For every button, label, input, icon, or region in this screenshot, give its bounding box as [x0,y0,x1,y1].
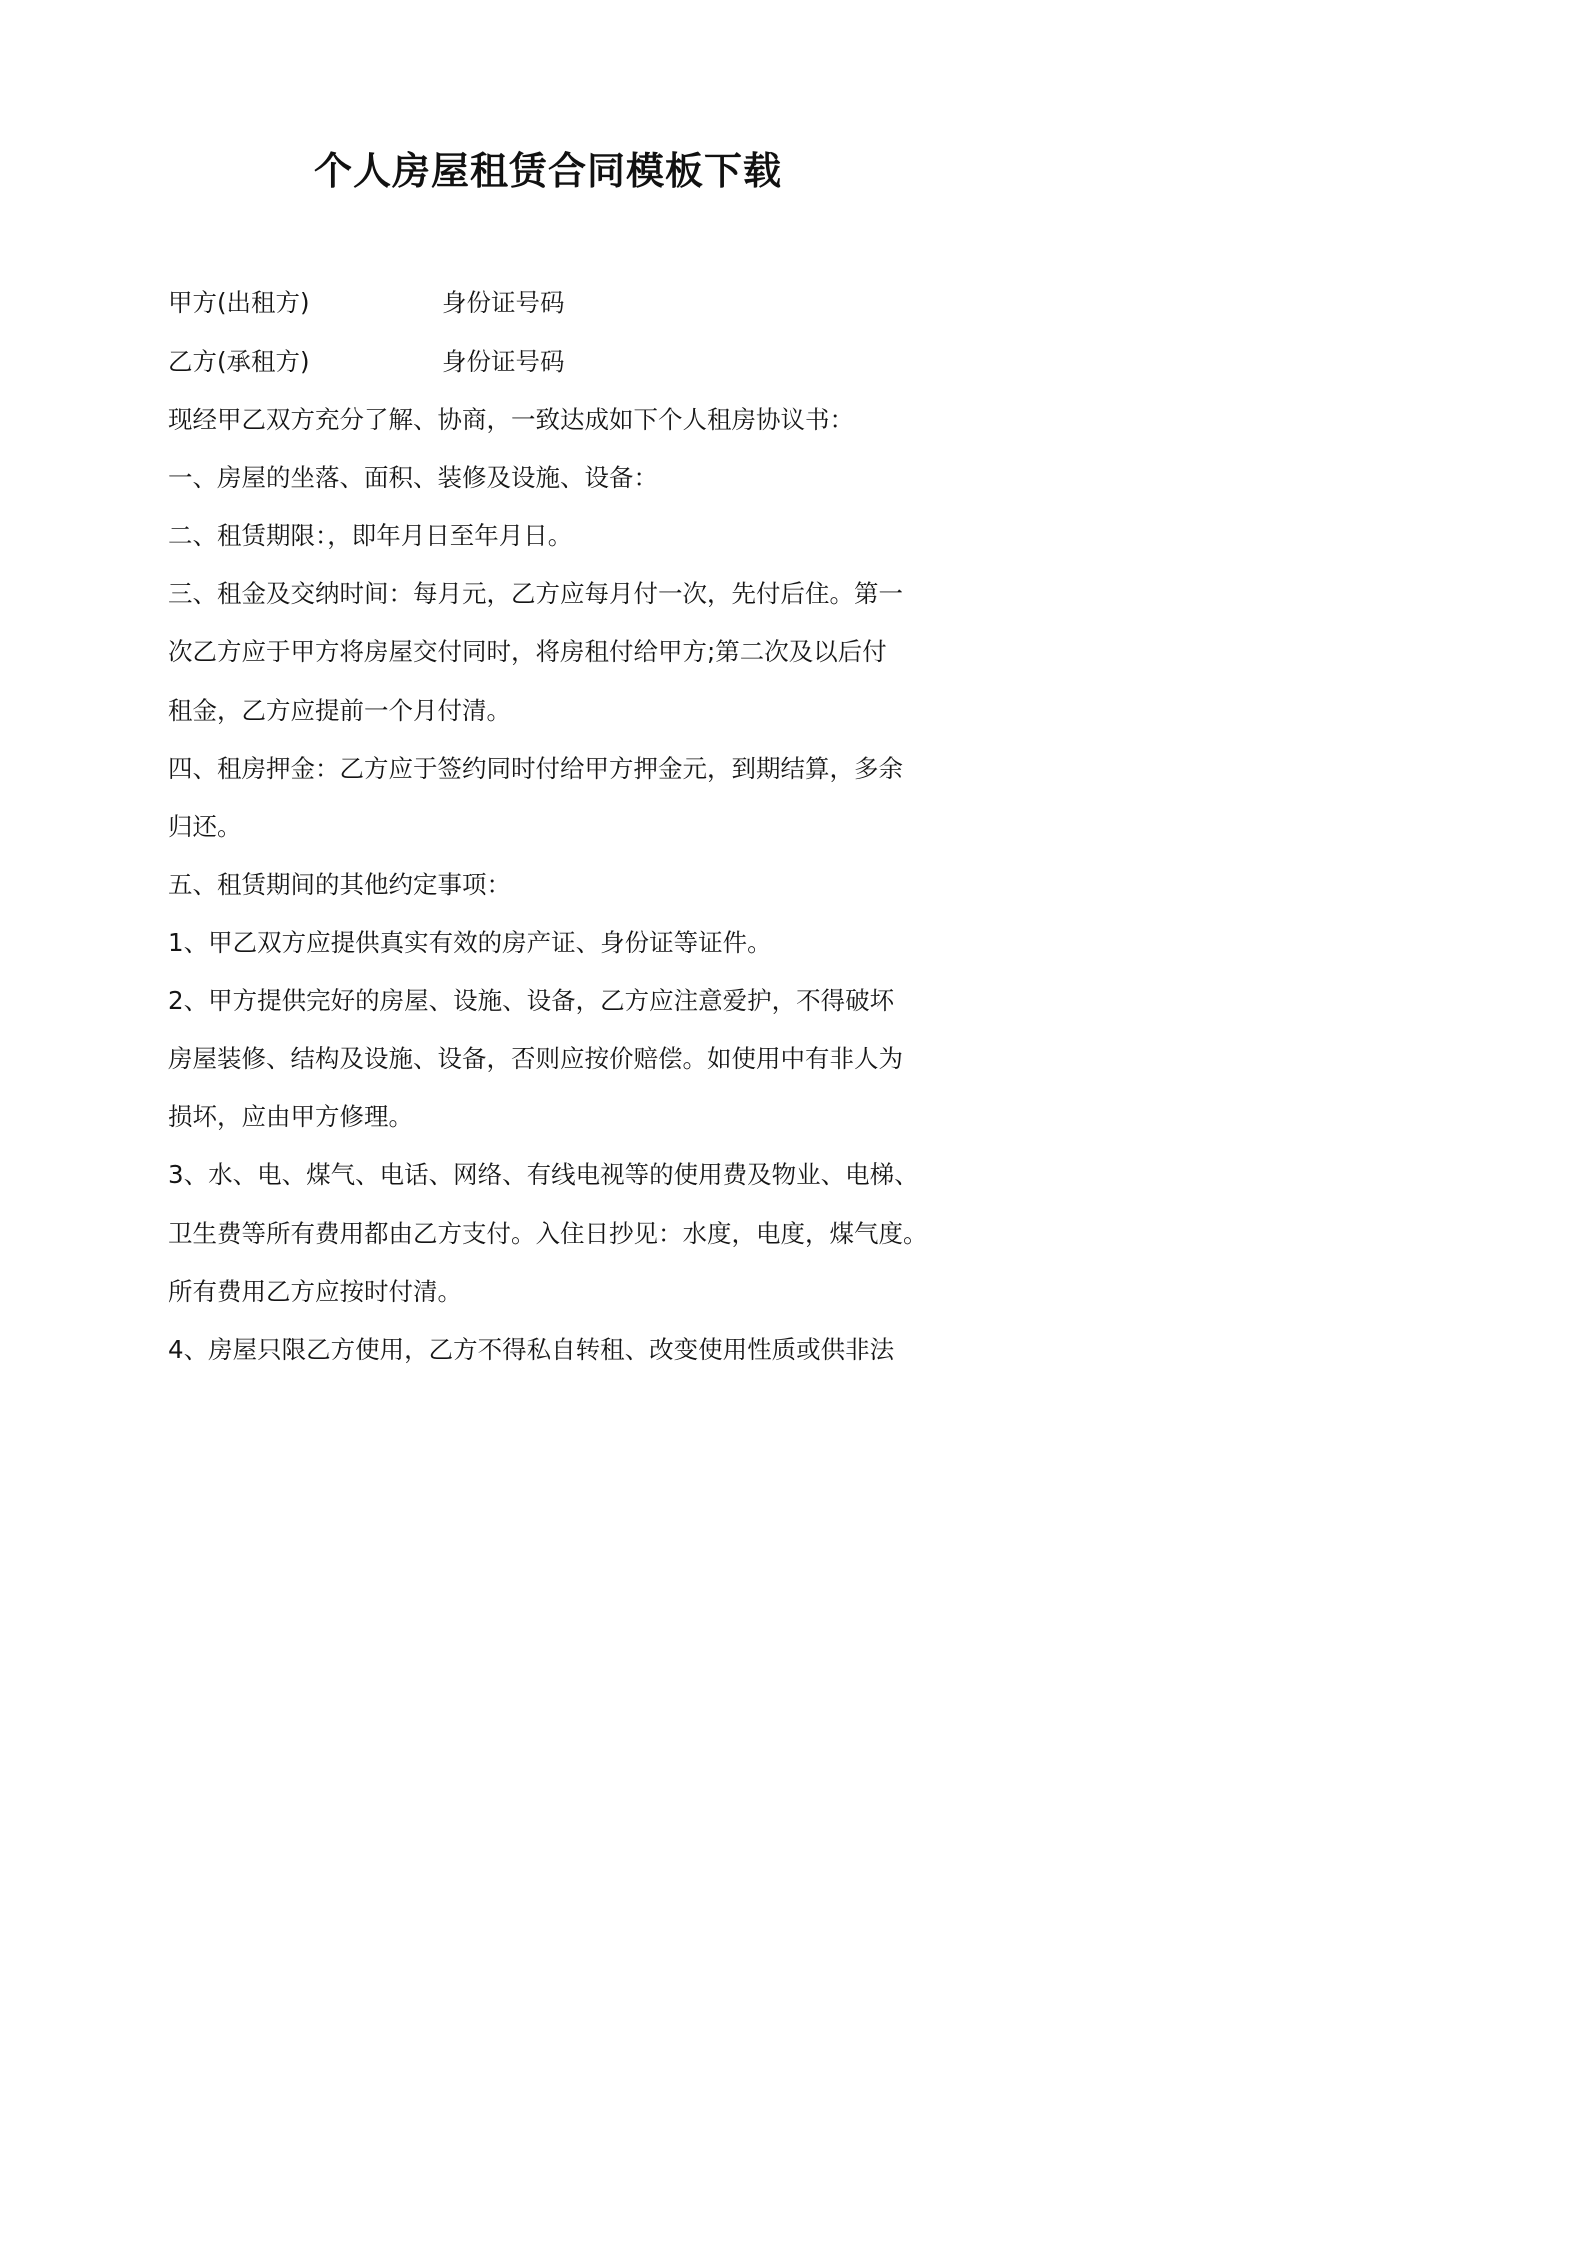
document-title: 个人房屋租赁合同模板下载 [313,149,782,193]
sub-clause-3: 卫生费等所有费用都由乙方支付。入住日抄见：水度，电度，煤气度。 [168,1219,928,1248]
clause-3-text: 次乙方应于甲方将房屋交付同时，将房租付给甲方;第二次及以后付 [168,637,887,666]
sub-clause-2: 损坏，应由甲方修理。 [168,1102,413,1131]
party-id-label: 身份证号码 [442,288,565,317]
clause-4-text: 归还。 [168,812,242,841]
sub-clause-2: 房屋装修、结构及设施、设备，否则应按价赔偿。如使用中有非人为 [168,1044,903,1073]
clause-2-text: 二、租赁期限：，即年月日至年月日。 [168,521,573,550]
clause-1-heading: 一、房屋的坐落、面积、装修及设施、设备： [168,463,658,492]
clause-4-text: 四、租房押金：乙方应于签约同时付给甲方押金元，到期结算，多余 [168,754,903,783]
sub-clause-1: 1、甲乙双方应提供真实有效的房产证、身份证等证件。 [168,928,772,957]
document-page [0,0,1096,1552]
sub-clause-2: 2、甲方提供完好的房屋、设施、设备，乙方应注意爱护，不得破坏 [168,986,895,1015]
party-role-label: 甲方(出租方) [168,288,310,317]
clause-5-heading: 五、租赁期间的其他约定事项： [168,870,511,899]
clause-3-text: 三、租金及交纳时间：每月元，乙方应每月付一次，先付后住。第一 [168,579,903,608]
sub-clause-4: 4、房屋只限乙方使用，乙方不得私自转租、改变使用性质或供非法 [168,1335,895,1364]
intro-paragraph: 现经甲乙双方充分了解、协商，一致达成如下个人租房协议书： [168,405,854,434]
party-role-label: 乙方(承租方) [168,347,310,376]
sub-clause-3: 3、水、电、煤气、电话、网络、有线电视等的使用费及物业、电梯、 [168,1160,919,1189]
party-id-label: 身份证号码 [442,347,565,376]
clause-3-text: 租金，乙方应提前一个月付清。 [168,696,511,725]
sub-clause-3: 所有费用乙方应按时付清。 [168,1277,462,1306]
